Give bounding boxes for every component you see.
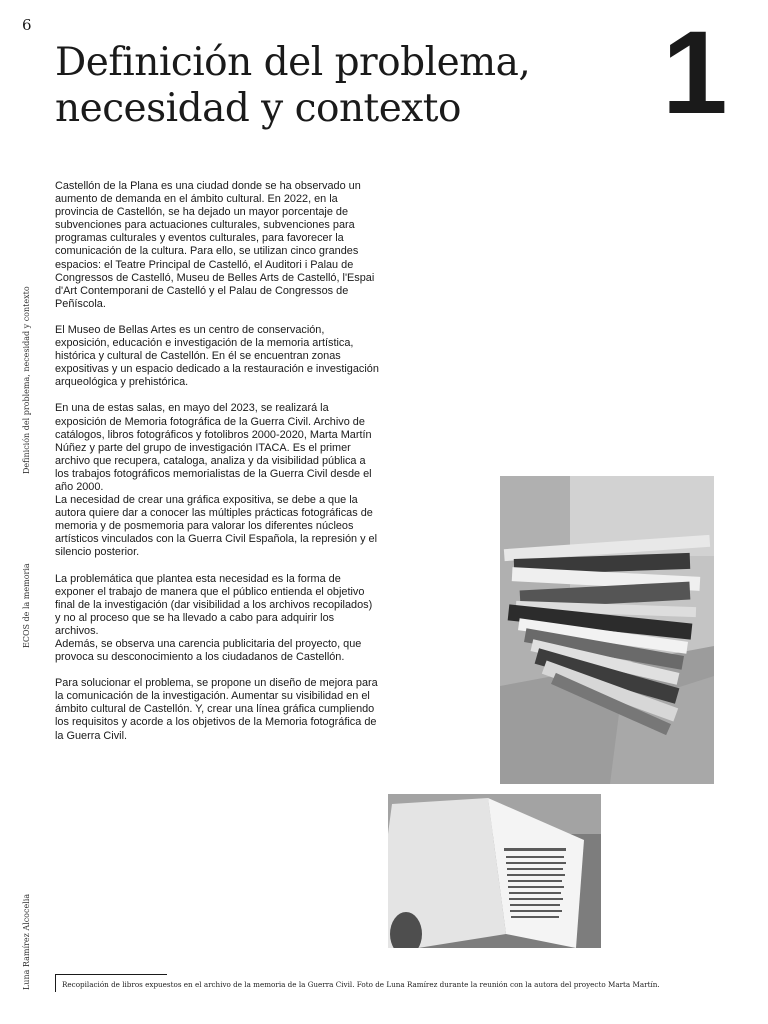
paragraph: Castellón de la Plana es una ciudad donde se ha observado un aumento de demanda en el ámbito cultural. En 2022, en la provincia de Castellón, se ha dejado un mayor porcentaje de subvenciones para actuaciones culturales, subvenciones para programas culturales y eventos culturales, para favorecer la comunicación de la cultura. Para ello, se utilizan cinco grandes espacios: el Teatre Principal de Castelló, el Auditori i Palau de Congressos de Castelló, Museu de Belles Arts de Castelló, l'Espai d'Art Contemporani de Castelló y el Palau de Congressos de Peñíscola. bbox=[55, 180, 375, 310]
paragraph: En una de estas salas, en mayo del 2023, se realizará la exposición de Memoria fotográfica de la Guerra Civil. Archivo de catálogos, libros fotográficos y fotolibros 2000-2020, Marta Martín Núñez y parte del grupo de investigación ITACA. Es el primer archivo que recupera, cataloga, analiza y da visibilidad pública a los trabajos fotográficos memorialistas de la Guerra Civil desde el año 2000. bbox=[55, 402, 372, 493]
title-line-2: necesidad y contexto bbox=[55, 86, 461, 131]
side-label-project: ECOS de la memoria bbox=[22, 563, 31, 648]
paragraph: La problemática que plantea esta necesidad es la forma de exponer el trabajo de manera que el público entienda el objetivo final de la investigación (dar visibilidad a los archivos recopilados) y no al proceso que se ha llevado a cabo para adquirir los archivos. bbox=[55, 572, 373, 637]
chapter-number: 1 bbox=[662, 7, 724, 139]
side-label-section: Definición del problema, necesidad y contexto bbox=[22, 286, 31, 474]
photo-reading-book bbox=[388, 794, 601, 948]
caption-bracket bbox=[55, 974, 56, 992]
photo-caption: Recopilación de libros expuestos en el archivo de la memoria de la Guerra Civil. Foto de Luna Ramírez durante la reunión con la autora del proyecto Marta Martín. bbox=[62, 980, 660, 989]
paragraph: Para solucionar el problema, se propone un diseño de mejora para la comunicación de la investigación. Aumentar su visibilidad en el ámbito cultural de Castellón. Y, crear una línea gráfica cumpliendo los requisitos y acorde a los objetivos de la Memoria fotográfica de la Guerra Civil. bbox=[55, 677, 378, 742]
paragraph: La necesidad de crear una gráfica expositiva, se debe a que la autora quiere dar a conocer las múltiples prácticas fotográficas de memoria y de posmemoria para valorar los diferentes núcleos artísticos vinculados con la Guerra Civil Española, la represión y el silencio posterior. bbox=[55, 494, 378, 559]
page-number: 6 bbox=[22, 16, 32, 34]
paragraph: Además, se observa una carencia publicitaria del proyecto, que provoca su desconocimiento a los ciudadanos de Castellón. bbox=[55, 638, 362, 664]
caption-rule bbox=[55, 974, 167, 975]
side-label-author: Luna Ramírez Alcocelia bbox=[22, 893, 31, 990]
photo-book-stack bbox=[500, 476, 714, 784]
body-text bbox=[55, 180, 380, 756]
page-title bbox=[55, 40, 615, 132]
paragraph: El Museo de Bellas Artes es un centro de conservación, exposición, educación e investigación de la memoria artística, histórica y cultural de Castellón. En él se encuentran zonas expositivas y un espacio dedicado a la restauración e investigación arqueológica y prehistórica. bbox=[55, 323, 379, 389]
title-line-1: Definición del problema, bbox=[55, 40, 531, 85]
